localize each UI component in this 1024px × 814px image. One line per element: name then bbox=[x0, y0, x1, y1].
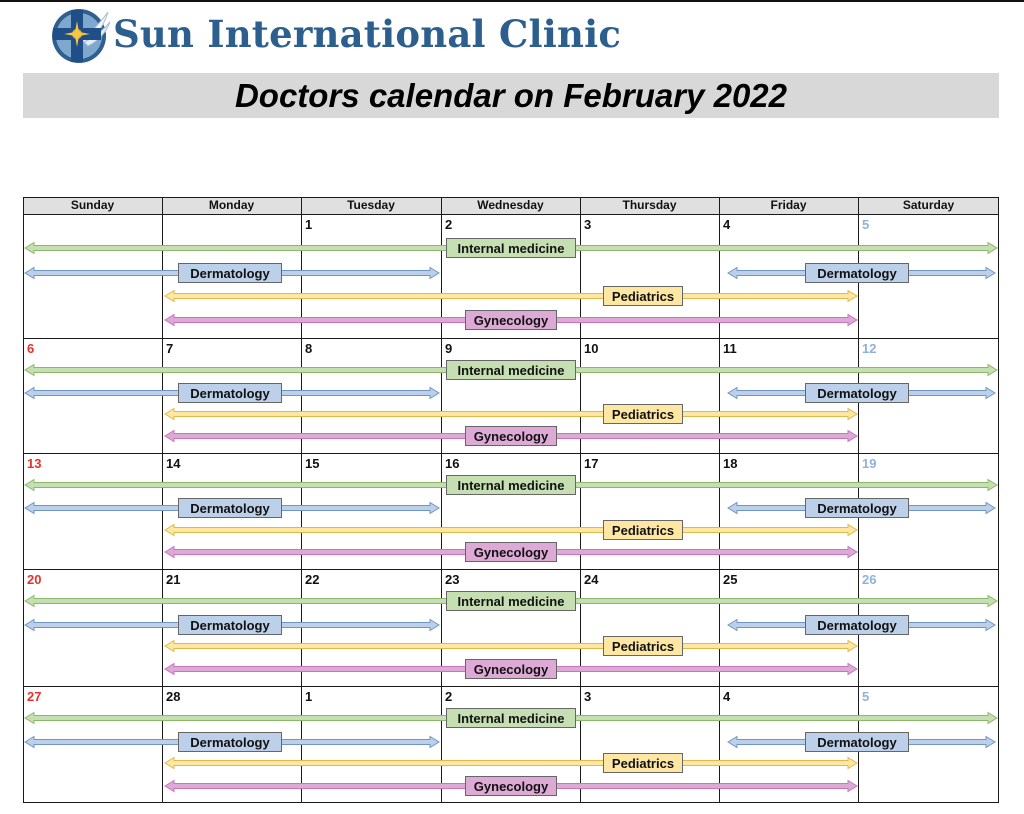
grid-horizontal-line bbox=[23, 453, 999, 454]
page-title: Doctors calendar on February 2022 bbox=[234, 77, 788, 114]
day-number: 1 bbox=[305, 217, 313, 232]
grid-vertical-line bbox=[23, 197, 24, 803]
day-number: 22 bbox=[305, 572, 320, 587]
dermatology-label: Dermatology bbox=[178, 615, 282, 635]
day-number: 23 bbox=[445, 572, 460, 587]
day-number: 5 bbox=[862, 217, 870, 232]
gynecology-label: Gynecology bbox=[465, 659, 557, 679]
grid-vertical-line bbox=[998, 197, 999, 803]
internal-medicine-label: Internal medicine bbox=[446, 360, 576, 380]
day-number: 2 bbox=[445, 689, 453, 704]
grid-horizontal-line bbox=[23, 569, 999, 570]
pediatrics-label: Pediatrics bbox=[603, 404, 683, 424]
day-number: 6 bbox=[27, 341, 35, 356]
pediatrics-arrow bbox=[165, 640, 857, 652]
day-number: 21 bbox=[166, 572, 181, 587]
clinic-logo-icon bbox=[46, 6, 112, 66]
dermatology-label: Dermatology bbox=[178, 498, 282, 518]
title-banner bbox=[23, 73, 999, 118]
day-number: 9 bbox=[445, 341, 453, 356]
internal-medicine-label: Internal medicine bbox=[446, 475, 576, 495]
pediatrics-arrow bbox=[165, 757, 857, 769]
day-number: 5 bbox=[862, 689, 870, 704]
day-number: 28 bbox=[166, 689, 181, 704]
dermatology-label: Dermatology bbox=[805, 263, 909, 283]
gynecology-label: Gynecology bbox=[465, 426, 557, 446]
day-number: 13 bbox=[27, 456, 42, 471]
gynecology-label: Gynecology bbox=[465, 310, 557, 330]
day-number: 12 bbox=[862, 341, 877, 356]
day-number: 2 bbox=[445, 217, 453, 232]
day-number: 10 bbox=[584, 341, 599, 356]
pediatrics-arrow bbox=[165, 290, 857, 302]
grid-horizontal-line bbox=[23, 802, 999, 803]
weekday-tuesday: Tuesday bbox=[347, 198, 395, 212]
day-number: 24 bbox=[584, 572, 599, 587]
dermatology-label: Dermatology bbox=[178, 383, 282, 403]
day-number: 7 bbox=[166, 341, 174, 356]
clinic-name: Sun International Clinic bbox=[113, 12, 622, 56]
weekday-saturday: Saturday bbox=[902, 198, 955, 212]
internal-medicine-label: Internal medicine bbox=[446, 238, 576, 258]
pediatrics-label: Pediatrics bbox=[603, 520, 683, 540]
day-number: 4 bbox=[723, 689, 731, 704]
pediatrics-label: Pediatrics bbox=[603, 636, 683, 656]
day-number: 14 bbox=[166, 456, 181, 471]
dermatology-label: Dermatology bbox=[805, 383, 909, 403]
dermatology-label: Dermatology bbox=[805, 498, 909, 518]
day-number: 26 bbox=[862, 572, 877, 587]
calendar-grid bbox=[23, 197, 999, 803]
day-number: 25 bbox=[723, 572, 738, 587]
internal-medicine-label: Internal medicine bbox=[446, 708, 576, 728]
weekday-wednesday: Wednesday bbox=[477, 198, 544, 212]
dermatology-label: Dermatology bbox=[178, 263, 282, 283]
day-number: 11 bbox=[723, 341, 737, 356]
weekday-friday: Friday bbox=[770, 198, 807, 212]
gynecology-label: Gynecology bbox=[465, 542, 557, 562]
day-number: 18 bbox=[723, 456, 738, 471]
weekday-sunday: Sunday bbox=[70, 198, 115, 212]
day-number: 15 bbox=[305, 456, 320, 471]
day-number: 3 bbox=[584, 217, 592, 232]
dermatology-label: Dermatology bbox=[178, 732, 282, 752]
day-number: 4 bbox=[723, 217, 731, 232]
dermatology-label: Dermatology bbox=[805, 732, 909, 752]
day-number: 17 bbox=[584, 456, 599, 471]
day-number: 20 bbox=[27, 572, 42, 587]
gynecology-label: Gynecology bbox=[465, 776, 557, 796]
dermatology-label: Dermatology bbox=[805, 615, 909, 635]
day-number: 19 bbox=[862, 456, 877, 471]
weekday-thursday: Thursday bbox=[622, 198, 677, 212]
internal-medicine-label: Internal medicine bbox=[446, 591, 576, 611]
grid-horizontal-line bbox=[23, 338, 999, 339]
top-border bbox=[0, 0, 1024, 2]
day-number: 1 bbox=[305, 689, 313, 704]
day-number: 27 bbox=[27, 689, 42, 704]
pediatrics-label: Pediatrics bbox=[603, 753, 683, 773]
pediatrics-arrow bbox=[165, 408, 857, 420]
pediatrics-arrow bbox=[165, 524, 857, 536]
pediatrics-label: Pediatrics bbox=[603, 286, 683, 306]
day-number: 8 bbox=[305, 341, 313, 356]
day-number: 16 bbox=[445, 456, 460, 471]
weekday-monday: Monday bbox=[208, 198, 255, 212]
grid-horizontal-line bbox=[23, 214, 999, 215]
grid-horizontal-line bbox=[23, 686, 999, 687]
day-number: 3 bbox=[584, 689, 592, 704]
